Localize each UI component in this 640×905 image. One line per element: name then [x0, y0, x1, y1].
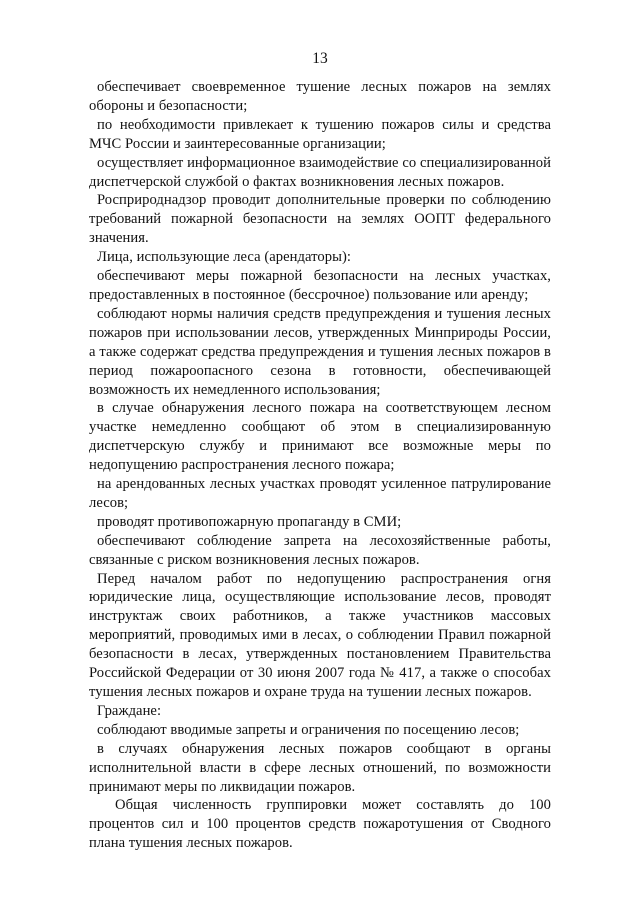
paragraph: Общая численность группировки может составлять до 100 процентов сил и 100 процентов средств пожаротушения от Сводного плана тушения лесных пожаров. [89, 797, 551, 852]
document-body [89, 78, 551, 853]
paragraph: Лица, использующие леса (арендаторы): [97, 249, 351, 266]
paragraph: в случае обнаружения лесного пожара на соответствующем лесном участке немедленно сообщают об этом в специализированную диспетчерскую службу и принимают все возможные меры по недопущению распространения лесного пожара; [89, 400, 551, 474]
paragraph: по необходимости привлекает к тушению пожаров силы и средства МЧС России и заинтересованные организации; [89, 116, 551, 152]
paragraph: Перед началом работ по недопущению распространения огня юридические лица, осуществляющие использование лесов, проводят инструктаж своих работников, а также участников массовых мероприятий, проводимых ими в лесах, о соблюдении Правил пожарной безопасности в лесах, утвержденных постановлением Правительства Российской Федерации от 30 июня 2007 года № 417, а также о способах тушения лесных пожаров и охране труда на тушении лесных пожаров. [89, 570, 551, 700]
paragraph: в случаях обнаружения лесных пожаров сообщают в органы исполнительной власти в сфере лесных отношений, по возможности принимают меры по ликвидации пожаров. [89, 740, 551, 795]
paragraph: соблюдают нормы наличия средств предупреждения и тушения лесных пожаров при использовании лесов, утвержденных Минприроды России, а также содержат средства предупреждения и тушения лесных пожаров в период пожароопасного сезона в готовности, обеспечивающей возможность их немедленного использования; [89, 305, 551, 398]
page-number: 13 [312, 50, 328, 67]
paragraph: проводят противопожарную пропаганду в СМИ; [97, 513, 402, 530]
paragraph: обеспечивают меры пожарной безопасности на лесных участках, предоставленных в постоянное (бессрочное) пользование или аренду; [89, 268, 551, 303]
paragraph: Росприроднадзор проводит дополнительные проверки по соблюдению требований пожарной безопасности на землях ООПТ федерального значения. [89, 192, 551, 247]
paragraph: обеспечивает своевременное тушение лесных пожаров на землях обороны и безопасности; [89, 79, 551, 114]
paragraph: на арендованных лесных участках проводят усиленное патрулирование лесов; [89, 476, 551, 511]
paragraph: Граждане: [97, 702, 162, 719]
paragraph: обеспечивают соблюдение запрета на лесохозяйственные работы, связанные с риском возникновения лесных пожаров. [89, 532, 551, 568]
paragraph: осуществляет информационное взаимодействие со специализированной диспетчерской службой о фактах возникновения лесных пожаров. [89, 154, 551, 190]
paragraph: соблюдают вводимые запреты и ограничения по посещению лесов; [97, 721, 520, 738]
